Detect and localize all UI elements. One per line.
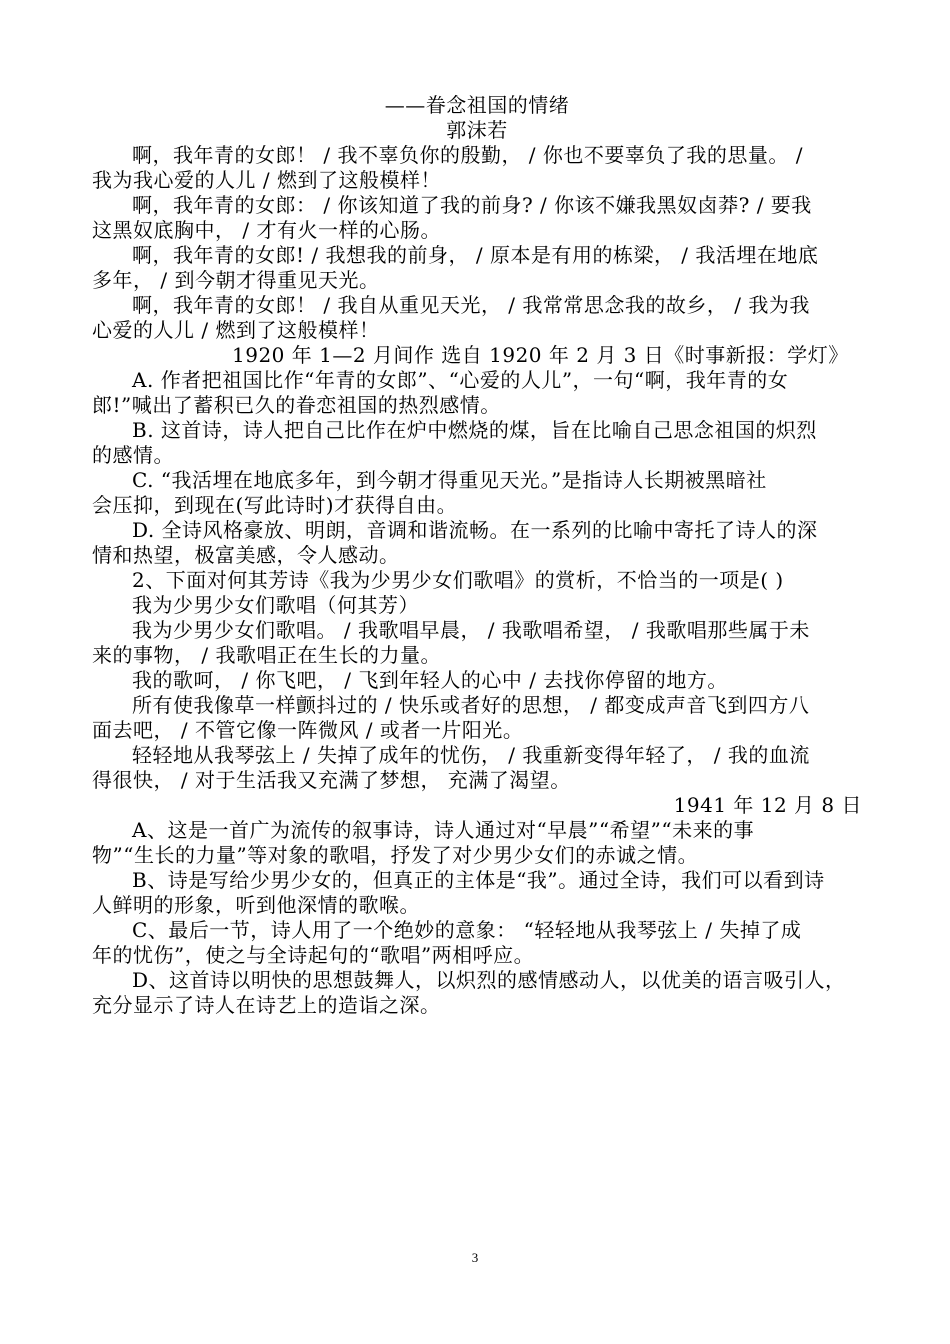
poem-line: 多年， / 到今朝才得重见天光。 <box>92 268 380 292</box>
question1-option-b <box>92 418 862 468</box>
option-line: 会压抑，到现在(写此诗时)才获得自由。 <box>92 493 458 517</box>
poem-line: 得很快， / 对于生活我又充满了梦想， 充满了渴望。 <box>92 768 571 792</box>
poem1-stanza <box>92 293 862 343</box>
question2-option-d <box>92 968 862 1018</box>
question1-option-a <box>92 368 862 418</box>
poem-subtitle: ——眷念祖国的情绪 <box>384 93 570 117</box>
question1-option-d <box>92 518 862 568</box>
option-line: D. 全诗风格豪放、明朗，音调和谐流畅。在一系列的比喻中寄托了诗人的深 <box>132 518 818 542</box>
poem-author: 郭沫若 <box>446 118 508 142</box>
poem-line: 啊，我年青的女郎! / 我想我的前身， / 原本是有用的栋梁， / 我活埋在地底 <box>132 243 819 267</box>
poem2-stanza <box>92 668 862 693</box>
question2-option-b <box>92 868 862 918</box>
poem2-stanza <box>92 693 862 743</box>
option-line: 充分显示了诗人在诗艺上的造诣之深。 <box>92 993 441 1017</box>
poem2-title: 我为少男少女们歌唱（何其芳） <box>132 593 419 617</box>
poem2-stanza <box>92 618 862 668</box>
option-line: 郎!”喊出了蓄积已久的眷恋祖国的热烈感情。 <box>92 393 501 417</box>
question2-stem: 2、下面对何其芳诗《我为少男少女们歌唱》的赏析，不恰当的一项是( ) <box>132 568 784 592</box>
poem1-stanza <box>92 143 862 193</box>
question2-option-a <box>92 818 862 868</box>
option-line: B. 这首诗，诗人把自己比作在炉中燃烧的煤，旨在比喻自己思念祖国的炽烈 <box>132 418 817 442</box>
poem-line: 我为少男少女们歌唱。 / 我歌唱早晨， / 我歌唱希望， / 我歌唱那些属于未 <box>132 618 810 642</box>
poem1-stanza <box>92 193 862 243</box>
option-line: 物”“生长的力量”等对象的歌唱，抒发了对少男少女们的赤诚之情。 <box>92 843 699 867</box>
option-line: 情和热望，极富美感，令人感动。 <box>92 543 400 567</box>
poem-line: 面去吧， / 不管它像一阵微风 / 或者一片阳光。 <box>92 718 524 742</box>
question2-option-c <box>92 918 862 968</box>
poem-line: 我为我心爱的人儿 / 燃到了这般模样！ <box>92 168 441 192</box>
poem-line: 这黑奴底胸中， / 才有火一样的心肠。 <box>92 218 441 242</box>
document-page <box>92 93 862 1018</box>
poem-line: 所有使我像草一样颤抖过的 / 快乐或者好的思想， / 都变成声音飞到四方八 <box>132 693 810 717</box>
option-line: D、这首诗以明快的思想鼓舞人，以炽烈的感情感动人，以优美的语言吸引人， <box>132 968 846 992</box>
option-line: A、这是一首广为流传的叙事诗，诗人通过对“早晨”“希望”“未来的事 <box>132 818 755 842</box>
question1-option-c <box>92 468 862 518</box>
page-number: 3 <box>471 1250 479 1265</box>
option-line: 年的忧伤”，使之与全诗起句的“歌唱”两相呼应。 <box>92 943 535 967</box>
poem-line: 啊，我年青的女郎： / 你该知道了我的前身? / 你该不嫌我黑奴卤莽? / 要我 <box>132 193 812 217</box>
poem2-stanza <box>92 743 862 793</box>
poem-line: 啊，我年青的女郎！ / 我不辜负你的殷勤， / 你也不要辜负了我的思量。 / <box>132 143 804 167</box>
option-line: C、最后一节，诗人用了一个绝妙的意象： “轻轻地从我琴弦上 / 失掉了成 <box>132 918 802 942</box>
option-line: 人鲜明的形象，听到他深情的歌喉。 <box>92 893 420 917</box>
option-line: C. “我活埋在地底多年，到今朝才得重见天光。”是指诗人长期被黑暗社 <box>132 468 767 492</box>
poem-line: 轻轻地从我琴弦上 / 失掉了成年的忧伤， / 我重新变得年轻了， / 我的血流 <box>132 743 810 767</box>
option-line: B、诗是写给少男少女的，但真正的主体是“我”。通过全诗，我们可以看到诗 <box>132 868 825 892</box>
poem-line: 心爱的人儿 / 燃到了这般模样！ <box>92 318 380 342</box>
poem-line: 啊，我年青的女郎！ / 我自从重见天光， / 我常常思念我的故乡， / 我为我 <box>132 293 810 317</box>
poem-dateline: 1920 年 1—2 月间作 选自 1920 年 2 月 3 日《时事新报：学灯》 <box>232 343 849 367</box>
option-line: A. 作者把祖国比作“年青的女郎”、“心爱的人儿”，一句“啊，我年青的女 <box>132 368 789 392</box>
poem2-date: 1941 年 12 月 8 日 <box>673 793 862 817</box>
poem-line: 来的事物， / 我歌唱正在生长的力量。 <box>92 643 441 667</box>
poem-line: 我的歌呵， / 你飞吧， / 飞到年轻人的心中 / 去找你停留的地方。 <box>132 668 728 692</box>
option-line: 的感情。 <box>92 443 174 467</box>
poem1-stanza <box>92 243 862 293</box>
